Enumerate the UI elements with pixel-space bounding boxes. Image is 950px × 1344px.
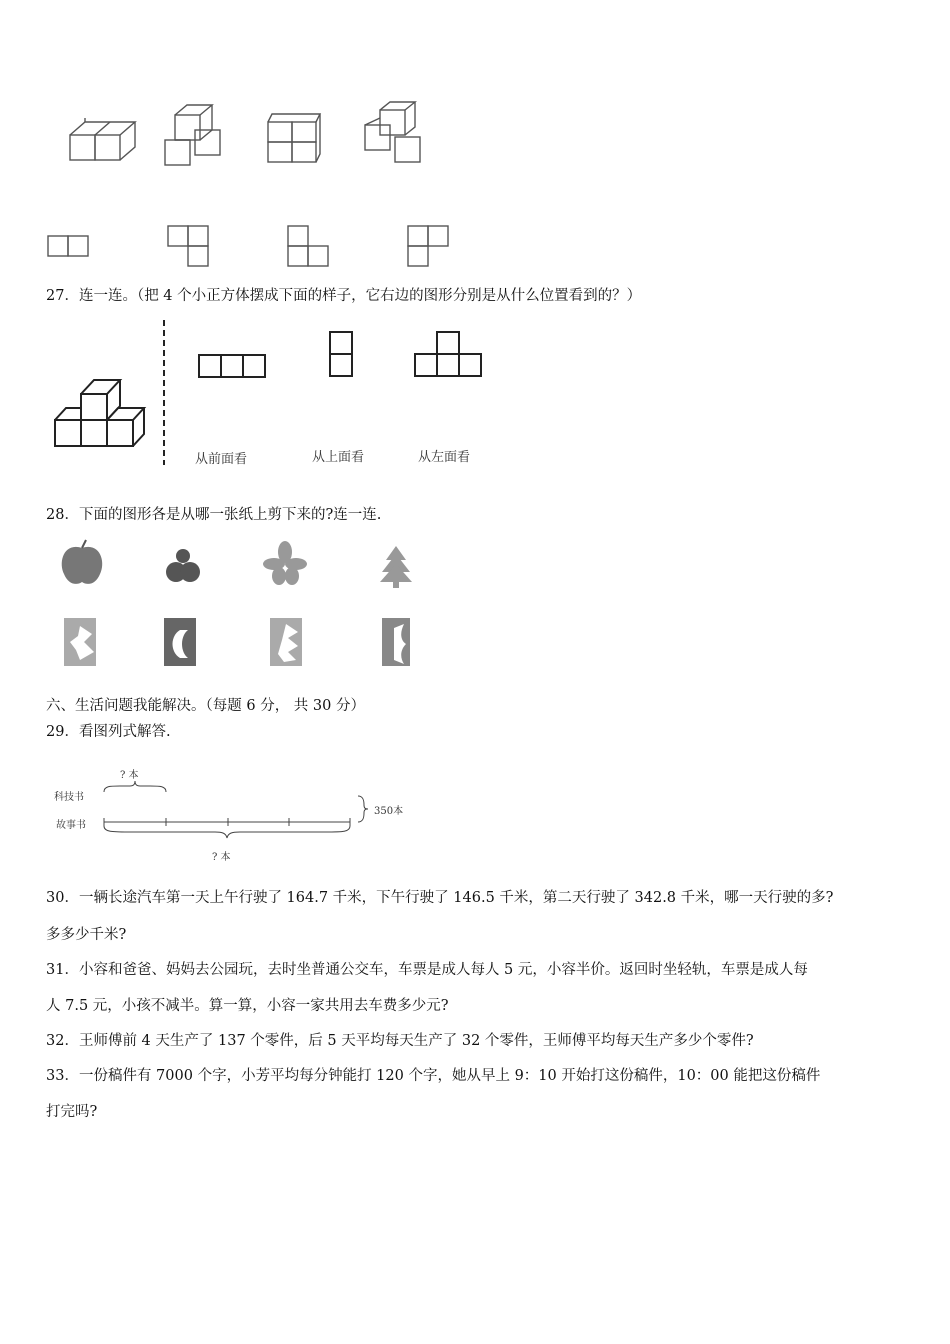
q29-bottom-unknown: ? 本 [212,852,231,863]
q27-text: 27．连一连。（把 4 个小正方体摆成下面的样子，它右边的图形分别是从什么位置看到的？） [46,288,642,304]
q27-label-top: 从上面看 [312,450,365,465]
q33-line2: 打完吗? [46,1104,98,1120]
bottom-brace [104,826,350,838]
q31-line2: 人 7.5 元，小孩不减半。算一算，小容一家共用去车费多少元? [46,998,449,1014]
q30-line2: 多多少千米? [46,927,127,943]
section6-title: 六、生活问题我能解决。（每题 6 分， 共 30 分） [46,698,365,714]
q32-text: 32．王师傅前 4 天生产了 137 个零件，后 5 天平均每天生产了 32 个零件，王师傅平均每天生产多少个零件? [46,1033,754,1049]
q29-total: 350本 [374,806,404,817]
q29-row1-label: 科技书 [54,792,84,803]
q28-text: 28．下面的图形各是从哪一张纸上剪下来的?连一连. [46,507,382,523]
q31-line1: 31．小容和爸爸、妈妈去公园玩，去时坐普通公交车，车票是成人每人 5 元，小容半价。返回时坐轻轨，车票是成人每 [46,962,808,978]
q29-top-unknown: ? 本 [120,770,139,781]
q30-line1: 30．一辆长途汽车第一天上午行驶了 164.7 千米，下午行驶了 146.5 千米，第二天行驶了 342.8 千米，哪一天行驶的多? [46,890,834,906]
top-brace [104,781,166,792]
q33-line1: 33．一份稿件有 7000 个字，小芳平均每分钟能打 120 个字，她从早上 9：10 开始打这份稿件，10：00 能把这份稿件 [46,1068,821,1084]
right-brace [358,796,368,822]
q29-text: 29．看图列式解答. [46,724,171,740]
q27-label-front: 从前面看 [195,452,248,467]
q27-label-left: 从左面看 [418,450,471,465]
q29-row2-label: 故事书 [56,820,86,831]
